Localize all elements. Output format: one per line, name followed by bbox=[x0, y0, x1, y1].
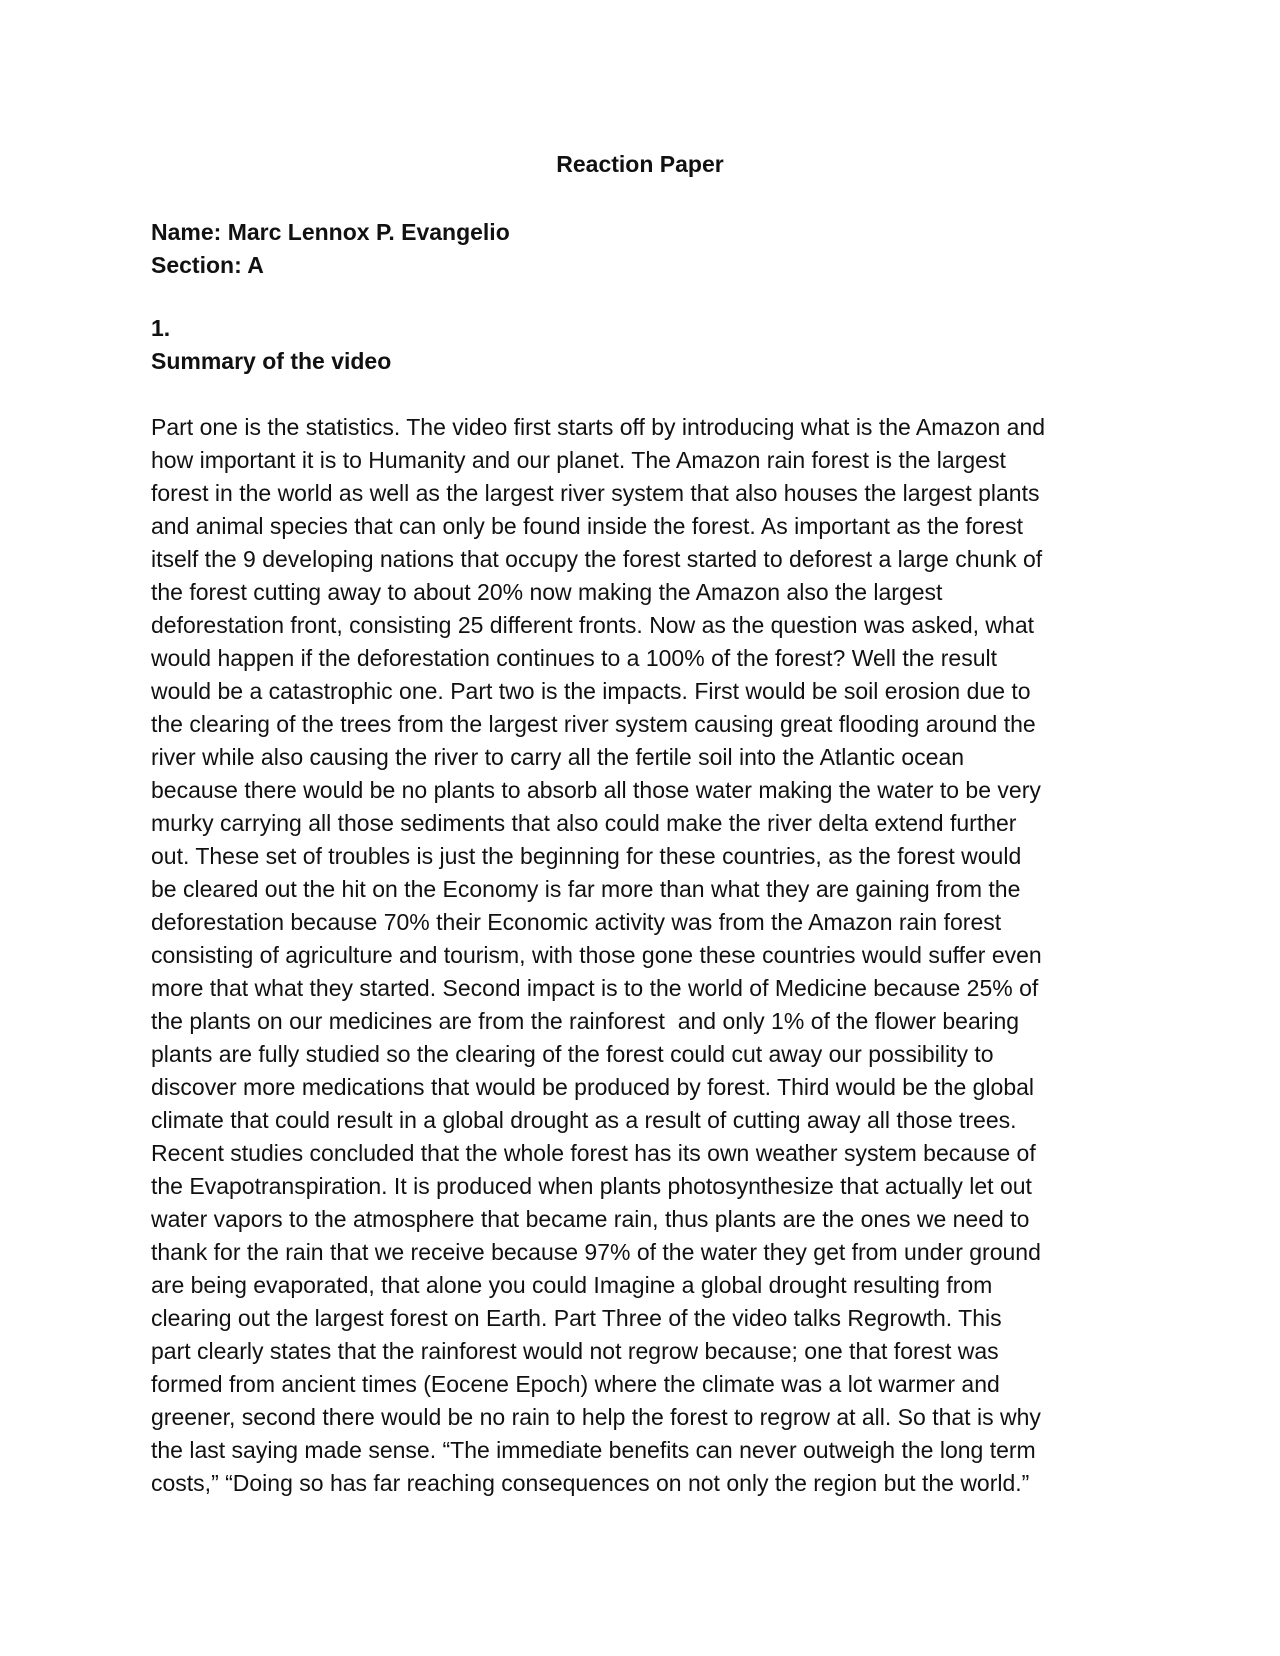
paragraph-line: part clearly states that the rainforest would not regrow because; one that forest was bbox=[151, 1338, 999, 1364]
student-name: Name: Marc Lennox P. Evangelio bbox=[151, 219, 510, 245]
paragraph-line: itself the 9 developing nations that occupy the forest started to deforest a large chunk of bbox=[151, 546, 1043, 572]
paragraph-line: climate that could result in a global drought as a result of cutting away all those trees. bbox=[151, 1107, 1017, 1133]
paragraph-line: and animal species that can only be found inside the forest. As important as the forest bbox=[151, 513, 1023, 539]
paragraph-line: consisting of agriculture and tourism, with those gone these countries would suffer even bbox=[151, 942, 1042, 968]
student-info bbox=[151, 216, 510, 282]
paragraph-line: are being evaporated, that alone you could Imagine a global drought resulting from bbox=[151, 1272, 993, 1298]
paragraph-line: greener, second there would be no rain to help the forest to regrow at all. So that is why bbox=[151, 1404, 1041, 1430]
paragraph-line: deforestation because 70% their Economic activity was from the Amazon rain forest bbox=[151, 909, 1002, 935]
paragraph-line: the Evapotranspiration. It is produced when plants photosynthesize that actually let out bbox=[151, 1173, 1032, 1199]
paragraph-line: out. These set of troubles is just the beginning for these countries, as the forest would bbox=[151, 843, 1022, 869]
paragraph-line: the plants on our medicines are from the rainforest and only 1% of the flower bearing bbox=[151, 1008, 1020, 1034]
paragraph-line: formed from ancient times (Eocene Epoch) where the climate was a lot warmer and bbox=[151, 1371, 1000, 1397]
paragraph-line: would be a catastrophic one. Part two is the impacts. First would be soil erosion due to bbox=[151, 678, 1031, 704]
paragraph-line: clearing out the largest forest on Earth. Part Three of the video talks Regrowth. This bbox=[151, 1305, 1002, 1331]
paragraph-line: how important it is to Humanity and our planet. The Amazon rain forest is the largest bbox=[151, 447, 1006, 473]
paragraph-line: would happen if the deforestation continues to a 100% of the forest? Well the result bbox=[151, 645, 998, 671]
paragraph-line: deforestation front, consisting 25 different fronts. Now as the question was asked, what bbox=[151, 612, 1035, 638]
paragraph-line: the clearing of the trees from the largest river system causing great flooding around the bbox=[151, 711, 1036, 737]
student-section: Section: A bbox=[151, 252, 264, 278]
question-heading: Summary of the video bbox=[151, 348, 392, 374]
paragraph-line: river while also causing the river to carry all the fertile soil into the Atlantic ocean bbox=[151, 744, 965, 770]
paragraph-line: because there would be no plants to absorb all those water making the water to be very bbox=[151, 777, 1041, 803]
paragraph-line: murky carrying all those sediments that also could make the river delta extend further bbox=[151, 810, 1017, 836]
paragraph-line: be cleared out the hit on the Economy is far more than what they are gaining from the bbox=[151, 876, 1021, 902]
paragraph-line: discover more medications that would be produced by forest. Third would be the global bbox=[151, 1074, 1035, 1100]
paragraph-line: forest in the world as well as the largest river system that also houses the largest plants bbox=[151, 480, 1040, 506]
paragraph-line: Recent studies concluded that the whole forest has its own weather system because of bbox=[151, 1140, 1036, 1166]
summary-paragraph bbox=[151, 411, 1141, 1500]
document-title: Reaction Paper bbox=[556, 151, 724, 177]
paragraph-line: plants are fully studied so the clearing of the forest could cut away our possibility to bbox=[151, 1041, 994, 1067]
paragraph-line: more that what they started. Second impact is to the world of Medicine because 25% of bbox=[151, 975, 1039, 1001]
paragraph-line: thank for the rain that we receive because 97% of the water they get from under ground bbox=[151, 1239, 1041, 1265]
question-number: 1. bbox=[151, 315, 171, 341]
paragraph-line: costs,” “Doing so has far reaching consequences on not only the region but the world.” bbox=[151, 1470, 1030, 1496]
paragraph-line: the forest cutting away to about 20% now making the Amazon also the largest bbox=[151, 579, 943, 605]
paragraph-line: the last saying made sense. “The immediate benefits can never outweigh the long term bbox=[151, 1437, 1036, 1463]
paragraph-line: Part one is the statistics. The video first starts off by introducing what is the Amazon and bbox=[151, 414, 1046, 440]
paragraph-line: water vapors to the atmosphere that became rain, thus plants are the ones we need to bbox=[151, 1206, 1030, 1232]
